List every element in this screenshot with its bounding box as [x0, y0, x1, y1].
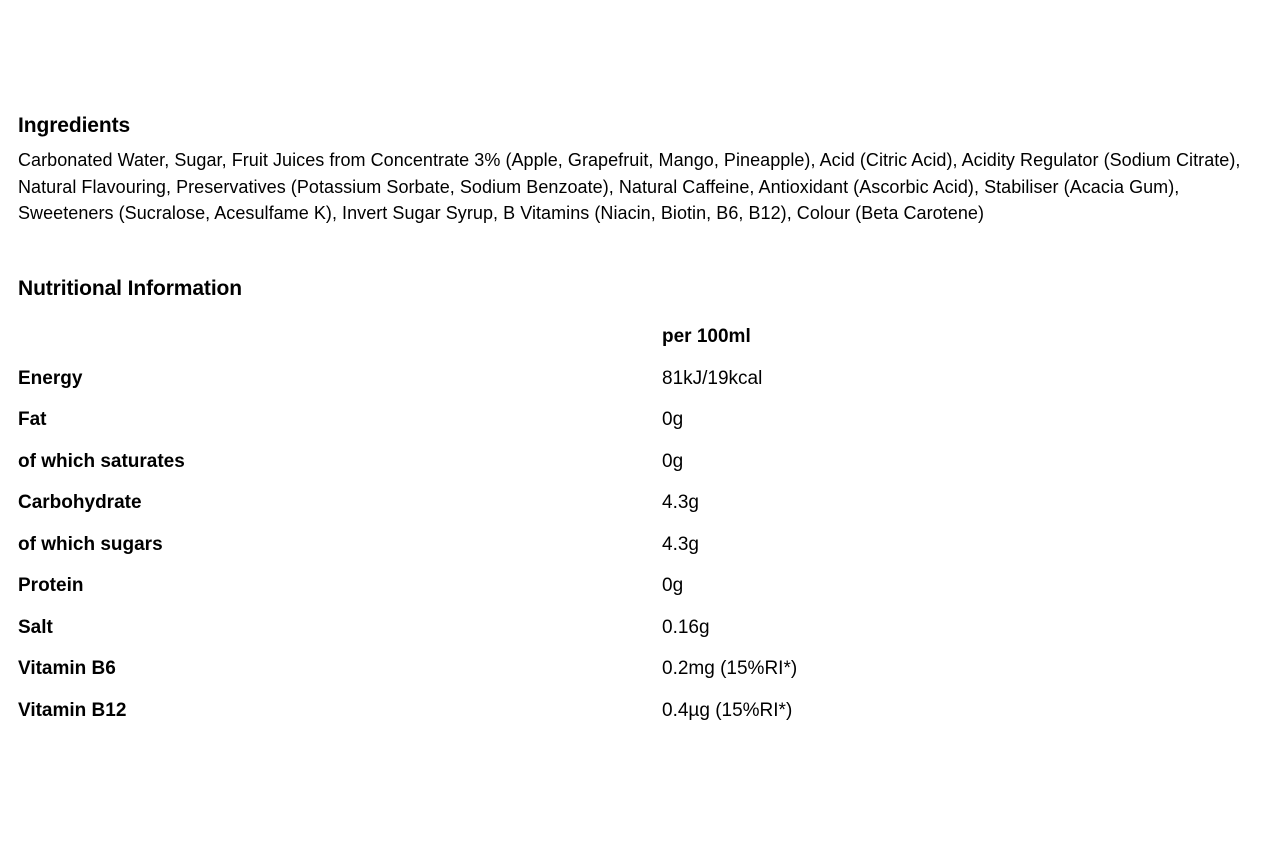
- nutrition-row-vitamin-b12: [18, 690, 918, 732]
- nutrient-label: Carbohydrate: [18, 492, 142, 514]
- nutrient-value: 0.16g: [662, 616, 710, 638]
- nutrient-value: 4.3g: [662, 533, 699, 555]
- nutrient-label: Protein: [18, 575, 84, 597]
- nutrition-table: [18, 317, 918, 732]
- nutrition-row-salt: [18, 607, 918, 649]
- nutrition-row-saturates: [18, 441, 918, 483]
- nutrition-row-carbohydrate: [18, 483, 918, 525]
- nutrient-value: 0.4µg (15%RI*): [662, 699, 793, 721]
- nutrient-label: Vitamin B12: [18, 699, 127, 721]
- per-100ml-header: per 100ml: [662, 326, 751, 348]
- ingredients-list: Carbonated Water, Sugar, Fruit Juices from Concentrate 3% (Apple, Grapefruit, Mango, Pineapple), Acid (Citric Acid), Acidity Regulator (Sodium Citrate), Natural Flavouring, Preservatives (Potassium Sorbate, Sodium Benzoate), Natural Caffeine, Antioxidant (Ascorbic Acid), Stabiliser (Acacia Gum), Sweeteners (Sucralose, Acesulfame K), Invert Sugar Syrup, B Vitamins (Niacin, Biotin, B6, B12), Colour (Beta Carotene): [18, 150, 1241, 223]
- nutrition-row-sugars: [18, 524, 918, 566]
- nutrition-row-vitamin-b6: [18, 649, 918, 691]
- nutrient-value: 0g: [662, 575, 684, 597]
- nutrient-label: Energy: [18, 367, 83, 389]
- nutrient-label: Fat: [18, 409, 47, 431]
- nutrient-label: of which sugars: [18, 533, 163, 555]
- nutrition-row-energy: [18, 358, 918, 400]
- nutrition-row-protein: [18, 566, 918, 608]
- product-information: [18, 113, 1274, 732]
- nutrition-header-row: [18, 317, 918, 359]
- nutrient-value: 4.3g: [662, 492, 699, 514]
- nutrient-label: of which saturates: [18, 450, 185, 472]
- nutrient-value: 0g: [662, 450, 684, 472]
- nutrient-value: 0.2mg (15%RI*): [662, 658, 798, 680]
- nutrient-value: 0g: [662, 409, 684, 431]
- nutrient-value: 81kJ/19kcal: [662, 367, 763, 389]
- nutrient-label: Vitamin B6: [18, 658, 116, 680]
- nutrition-heading: Nutritional Information: [18, 276, 243, 300]
- nutrition-row-fat: [18, 400, 918, 442]
- nutrient-label: Salt: [18, 616, 53, 638]
- ingredients-heading: Ingredients: [18, 114, 131, 137]
- nutrition-header-empty-cell: [18, 317, 662, 359]
